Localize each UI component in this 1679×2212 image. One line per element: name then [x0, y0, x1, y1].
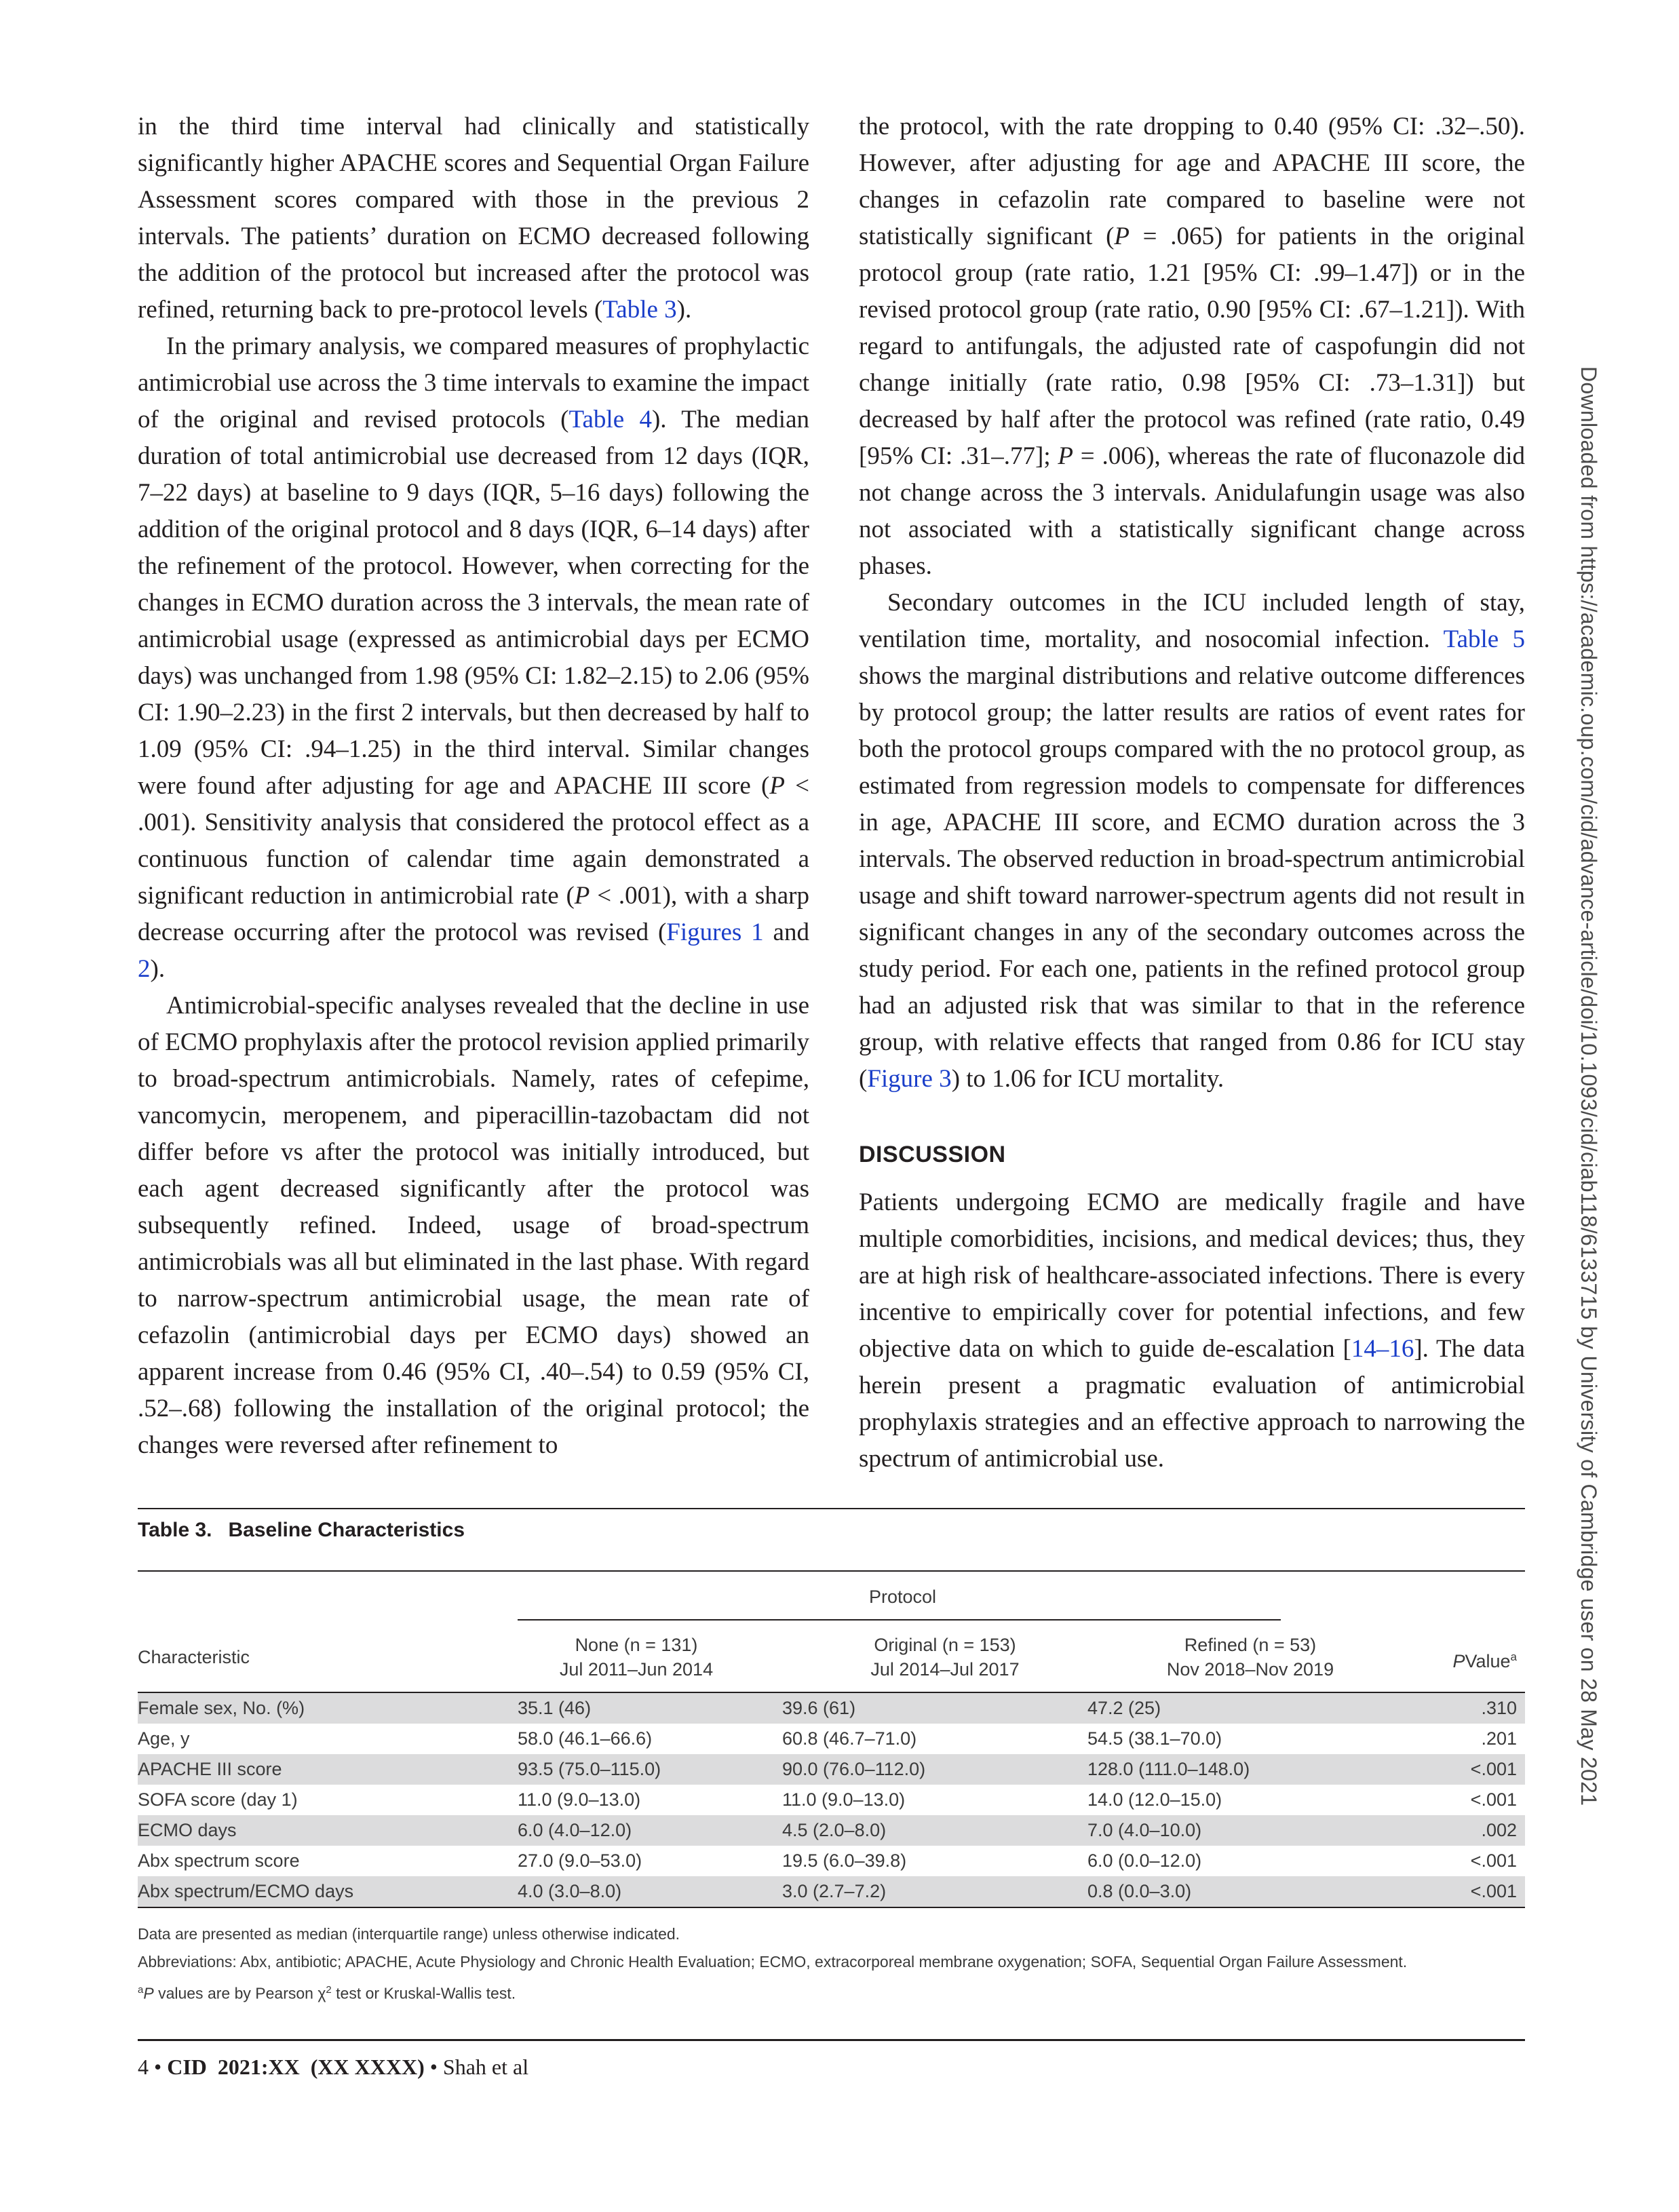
cell-refined: 54.5 (38.1–70.0): [1087, 1728, 1222, 1749]
left-text-column: [138, 109, 809, 1464]
cell-original: 90.0 (76.0–112.0): [782, 1754, 1087, 1785]
cell-p-value: .310: [1359, 1693, 1525, 1724]
cell-refined: 0.8 (0.0–3.0): [1087, 1876, 1359, 1907]
col-header-refined-count: Refined (n = 53): [1184, 1635, 1317, 1655]
cell-none: 35.1 (46): [518, 1693, 782, 1724]
cell-refined: 6.0 (0.0–12.0): [1087, 1850, 1202, 1871]
table-row: [138, 1876, 1525, 1907]
col-header-none-dates: Jul 2011–Jun 2014: [559, 1659, 714, 1680]
cell-p-value: .002: [1359, 1815, 1525, 1846]
paragraph: In the primary analysis, we compared measures of prophylactic antimicrobial use across the 3 time intervals to examine the impact of the original and revised protocols (Table 4). The median duration of total antimicrobial use decreased from 12 days (IQR, 7–22 days) at baseline to 9 days (IQR, 5–16 days) following the addition of the original protocol and 8 days (IQR, 6–14 days) after the refinement of the protocol. However, when correcting for the changes in ECMO duration across the 3 intervals, the mean rate of antimicrobial usage (expressed as antimicrobial days per ECMO days) was unchanged from 1.98 (95% CI: 1.82–2.15) to 2.06 (95% CI: 1.90–2.23) in the first 2 intervals, but then decreased by half to 1.09 (95% CI: .94–1.25) in the third interval. Similar changes were found after adjusting for age and APACHE III score (P < .001). Sensitivity analysis that considered the protocol effect as a continuous function of calendar time again demonstrated a significant reduction in antimicrobial rate (P < .001), with a sharp decrease occurring after the protocol was revised (Figures 1 and 2).: [138, 332, 809, 983]
cell-original: 19.5 (6.0–39.8): [782, 1850, 907, 1871]
baseline-characteristics-table: [138, 1508, 1525, 2008]
cell-none: 6.0 (4.0–12.0): [518, 1815, 782, 1846]
row-label: Abx spectrum score: [138, 1850, 300, 1871]
row-label: ECMO days: [138, 1815, 518, 1846]
cell-none: 27.0 (9.0–53.0): [518, 1850, 642, 1871]
table-note-footnote: $^a$P values are by Pearson $\chi^2$ test or Kruskal-Wallis test.: [138, 1984, 516, 2002]
bullet: •: [154, 2055, 162, 2079]
cell-p-value: <.001: [1470, 1850, 1517, 1871]
cell-refined: 128.0 (111.0–148.0): [1087, 1754, 1359, 1785]
cell-original: 3.0 (2.7–7.2): [782, 1876, 1087, 1907]
journal-citation: CID 2021:XX (XX XXXX): [167, 2055, 425, 2079]
figure-2-link[interactable]: 2: [138, 955, 151, 983]
right-text-column: [859, 109, 1525, 1477]
row-label: Age, y: [138, 1728, 190, 1749]
row-label: Abx spectrum/ECMO days: [138, 1876, 518, 1907]
cell-original: 39.6 (61): [782, 1693, 1087, 1724]
reference-link[interactable]: 14–16: [1351, 1335, 1414, 1363]
protocol-group-header: Protocol: [868, 1587, 937, 1607]
col-header-original: [809, 1633, 1081, 1682]
cell-p-value: <.001: [1470, 1789, 1517, 1810]
figure-3-link[interactable]: Figure 3: [867, 1065, 952, 1093]
row-label: APACHE III score: [138, 1754, 518, 1785]
table-title: [138, 1509, 1525, 1570]
paragraph: Secondary outcomes in the ICU included length of stay, ventilation time, mortality, and nosocomial infection. Table 5 shows the marginal distributions and relative outcome differences by protocol group; the latter results are ratios of event rates for both the protocol groups compared with the no protocol group, as estimated from regression models to compensate for differences in age, APACHE III score, and ECMO duration across the 3 intervals. The observed reduction in broad-spectrum antimicrobial usage and shift toward narrower-spectrum agents did not result in significant changes in any of the secondary outcomes across the study period. For each one, patients in the refined protocol group had an adjusted risk that was similar to that in the reference group, with relative effects that ranged from 0.86 for ICU stay (Figure 3) to 1.06 for ICU mortality.: [859, 589, 1525, 1093]
table-3-link[interactable]: Table 3: [602, 296, 677, 324]
table-row: [138, 1815, 1525, 1846]
table-4-link[interactable]: Table 4: [568, 406, 652, 433]
table-caption: Baseline Characteristics: [228, 1519, 465, 1541]
paragraph: Antimicrobial-specific analyses revealed that the decline in use of ECMO prophylaxis after the protocol revision applied primarily to broad-spectrum antimicrobials. Namely, rates of cefepime, vancomycin, meropenem, and piperacillin-tazobactam did not differ before vs after the protocol was initially introduced, but each agent decreased significantly after the protocol was subsequently refined. Indeed, usage of broad-spectrum antimicrobials was all but eliminated in the last phase. With regard to narrow-spectrum antimicrobial usage, the mean rate of cefazolin (antimicrobial days per ECMO days) showed an apparent increase from 0.46 (95% CI, .40–.54) to 0.59 (95% CI, .52–.68) following the installation of the original protocol; the changes were reversed after refinement to: [138, 992, 809, 1459]
row-label: SOFA score (day 1): [138, 1789, 298, 1810]
paragraph: Patients undergoing ECMO are medically fragile and have multiple comorbidities, incisions, and medical devices; thus, they are at high risk of healthcare-associated infections. There is every incentive to empirically cover for potential infections, and few objective data on which to guide de-escalation [14–16]. The data herein present a pragmatic evaluation of antimicrobial prophylaxis strategies and an effective approach to narrowing the spectrum of antimicrobial use.: [859, 1188, 1525, 1473]
download-watermark: Downloaded from https://academic.oup.com/cid/advance-article/doi/10.1093/cid/ciab118/6133715 by University of Cambridge user on 28 May 2021: [1577, 366, 1601, 1806]
bullet: •: [429, 2055, 438, 2079]
table-bottom-rule: [138, 1907, 1525, 1908]
cell-none: 93.5 (75.0–115.0): [518, 1754, 782, 1785]
table-note-abbreviations: Abbreviations: Abx, antibiotic; APACHE, Acute Physiology and Chronic Health Evaluation; ECMO, extracorporeal membrane oxygenation; SOFA, Sequential Organ Failure Assessment.: [138, 1953, 1408, 1971]
col-header-none-count: None (n = 131): [575, 1635, 698, 1655]
cell-none: 58.0 (46.1–66.6): [518, 1728, 653, 1749]
cell-refined: 14.0 (12.0–15.0): [1087, 1789, 1222, 1810]
col-header-refined: [1108, 1633, 1393, 1682]
col-header-original-count: Original (n = 153): [874, 1635, 1016, 1655]
table-body: [138, 1693, 1525, 1907]
table-row: [138, 1754, 1525, 1785]
page-number: 4: [138, 2055, 149, 2079]
cell-none: 4.0 (3.0–8.0): [518, 1876, 782, 1907]
page-footer: [138, 2039, 1525, 2080]
col-header-original-dates: Jul 2014–Jul 2017: [870, 1659, 1020, 1680]
table-header: [138, 1572, 1525, 1692]
table-row: [138, 1693, 1525, 1724]
cell-refined: 47.2 (25): [1087, 1693, 1359, 1724]
protocol-group-rule: [518, 1619, 1281, 1621]
col-header-p-value: PValue$^a$: [1452, 1650, 1517, 1671]
table-row: [138, 1846, 1525, 1876]
cell-none: 11.0 (9.0–13.0): [518, 1789, 641, 1810]
cell-p-value: .201: [1481, 1728, 1517, 1749]
cell-original: 11.0 (9.0–13.0): [782, 1789, 906, 1810]
row-label: Female sex, No. (%): [138, 1693, 518, 1724]
table-number: Table 3.: [138, 1519, 212, 1541]
paragraph: the protocol, with the rate dropping to 0.40 (95% CI: .32–.50). However, after adjusting for age and APACHE III score, the changes in cefazolin rate compared to baseline were not statistically significant (P = .065) for patients in the original protocol group (rate ratio, 1.21 [95% CI: .99–1.47]) or in the revised protocol group (rate ratio, 0.90 [95% CI: .67–1.21]). With regard to antifungals, the adjusted rate of caspofungin did not change initially (rate ratio, 0.98 [95% CI: .73–1.31]) but decreased by half after the protocol was refined (rate ratio, 0.49 [95% CI: .31–.77]; P = .006), whereas the rate of fluconazole did not change across the 3 intervals. Anidulafungin usage was also not associated with a statistically significant change across phases.: [859, 113, 1525, 580]
table-note: Data are presented as median (interquartile range) unless otherwise indicated.: [138, 1925, 680, 1943]
col-header-refined-dates: Nov 2018–Nov 2019: [1166, 1659, 1334, 1680]
cell-refined: 7.0 (4.0–10.0): [1087, 1815, 1359, 1846]
cell-p-value: <.001: [1359, 1754, 1525, 1785]
table-row: [138, 1785, 1525, 1815]
paragraph: in the third time interval had clinically and statistically significantly higher APACHE scores and Sequential Organ Failure Assessment scores compared with those in the previous 2 intervals. The patients’ duration on ECMO decreased following the addition of the protocol but increased after the protocol was refined, returning back to pre-protocol levels (Table 3).: [138, 113, 809, 324]
table-5-link[interactable]: Table 5: [1443, 625, 1525, 653]
table-row: [138, 1724, 1525, 1754]
col-header-none: [504, 1633, 769, 1682]
table-notes: [138, 1920, 1525, 2008]
section-heading-discussion: DISCUSSION: [859, 1142, 1006, 1167]
author-line: Shah et al: [442, 2055, 529, 2079]
figure-1-link[interactable]: Figures 1: [666, 918, 764, 946]
cell-original: 4.5 (2.0–8.0): [782, 1815, 1087, 1846]
col-header-characteristic: Characteristic: [138, 1647, 250, 1667]
cell-original: 60.8 (46.7–71.0): [782, 1728, 917, 1749]
cell-p-value: <.001: [1359, 1876, 1525, 1907]
